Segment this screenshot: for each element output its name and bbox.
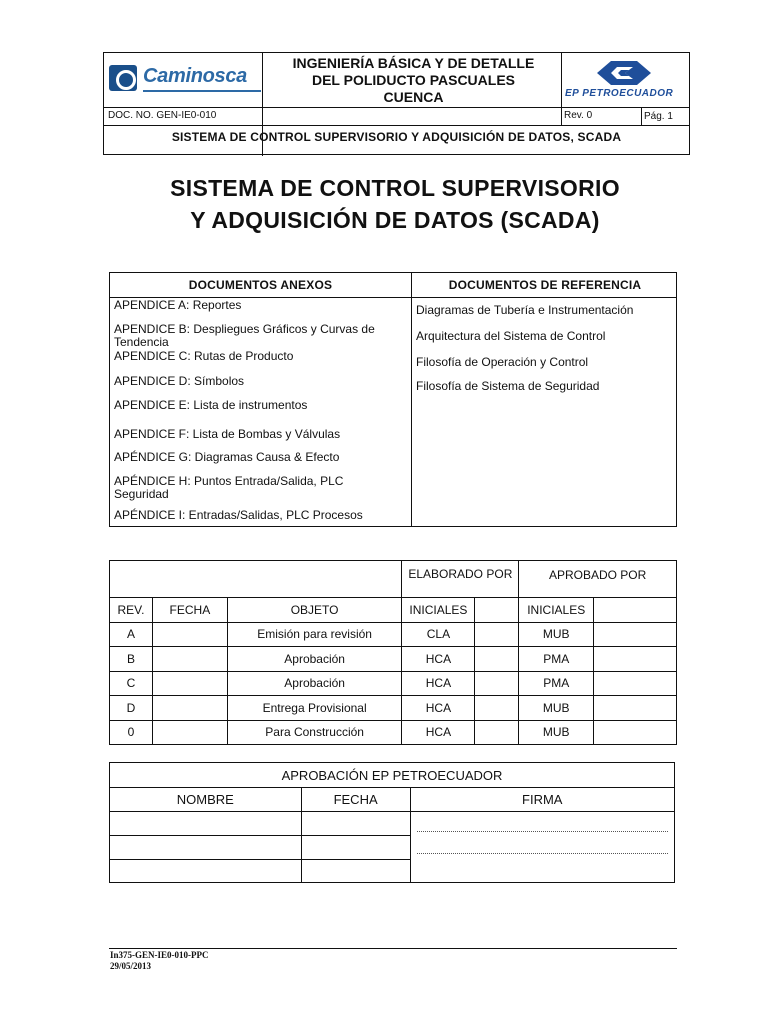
column-header-blank bbox=[475, 598, 519, 623]
caminosca-logo bbox=[107, 63, 261, 95]
annex-item: APENDICE D: Símbolos bbox=[114, 374, 245, 388]
elaborado-initials-cell: CLA bbox=[402, 622, 475, 647]
fecha-cell bbox=[152, 671, 227, 696]
column-header: FECHA bbox=[301, 788, 410, 812]
column-header: INICIALES bbox=[519, 598, 594, 623]
revision-table-blank-cell bbox=[110, 561, 402, 598]
blank-cell bbox=[594, 622, 677, 647]
elaborado-por-header: ELABORADO POR bbox=[402, 561, 519, 598]
approval-title: APROBACIÓN EP PETROECUADOR bbox=[110, 763, 675, 788]
signature-row bbox=[110, 836, 675, 860]
rev-cell: B bbox=[110, 647, 153, 672]
blank-cell bbox=[475, 671, 519, 696]
table-row bbox=[110, 622, 677, 647]
firma-field[interactable] bbox=[410, 836, 674, 860]
table-row bbox=[110, 647, 677, 672]
aprobado-initials-cell: MUB bbox=[519, 720, 594, 745]
aprobado-initials-cell: MUB bbox=[519, 622, 594, 647]
firma-field[interactable] bbox=[410, 812, 674, 836]
fecha-field[interactable] bbox=[301, 836, 410, 860]
fecha-field[interactable] bbox=[301, 812, 410, 836]
annex-item: APENDICE E: Lista de instrumentos bbox=[114, 398, 308, 412]
annex-item: APENDICE F: Lista de Bombas y Válvulas bbox=[114, 427, 341, 441]
page-number: Pág. 1 bbox=[644, 111, 673, 122]
column-header: FECHA bbox=[152, 598, 227, 623]
document-subtitle: SISTEMA DE CONTROL SUPERVISORIO Y ADQUISICIÓN DE DATOS, SCADA bbox=[171, 130, 622, 144]
reference-item: Filosofía de Operación y Control bbox=[416, 355, 589, 369]
reference-item: Filosofía de Sistema de Seguridad bbox=[416, 379, 600, 393]
signature-row bbox=[110, 860, 675, 883]
objeto-cell: Para Construcción bbox=[227, 720, 402, 745]
blank-cell bbox=[594, 647, 677, 672]
blank-cell bbox=[475, 622, 519, 647]
document-header bbox=[103, 52, 690, 155]
objeto-cell: Aprobación bbox=[227, 647, 402, 672]
references-header: DOCUMENTOS DE REFERENCIA bbox=[448, 278, 642, 292]
annex-item: APENDICE B: Despliegues Gráficos y Curvas de Tendencia bbox=[114, 322, 375, 349]
column-header-blank bbox=[594, 598, 677, 623]
page-title bbox=[100, 172, 690, 236]
elaborado-initials-cell: HCA bbox=[402, 696, 475, 721]
aprobado-initials-cell: PMA bbox=[519, 647, 594, 672]
documents-table bbox=[109, 272, 677, 527]
fecha-cell bbox=[152, 647, 227, 672]
reference-item: Diagramas de Tubería e Instrumentación bbox=[416, 303, 634, 317]
approval-table bbox=[109, 762, 675, 883]
fecha-cell bbox=[152, 696, 227, 721]
annex-item: APÉNDICE G: Diagramas Causa & Efecto bbox=[114, 450, 340, 464]
petroecuador-logo-text: EP PETROECUADOR bbox=[565, 88, 674, 99]
objeto-cell: Emisión para revisión bbox=[227, 622, 402, 647]
rev-cell: D bbox=[110, 696, 153, 721]
footer-divider bbox=[109, 948, 677, 949]
elaborado-initials-cell: HCA bbox=[402, 647, 475, 672]
footer-file-code: In375-GEN-IE0-010-PPC bbox=[110, 950, 209, 960]
table-row bbox=[110, 671, 677, 696]
blank-cell bbox=[475, 696, 519, 721]
nombre-field[interactable] bbox=[110, 860, 302, 883]
table-row bbox=[110, 720, 677, 745]
page-title-line: SISTEMA DE CONTROL SUPERVISORIO bbox=[170, 175, 620, 201]
blank-cell bbox=[594, 720, 677, 745]
reference-item: Arquitectura del Sistema de Control bbox=[416, 329, 606, 343]
blank-cell bbox=[475, 720, 519, 745]
project-title bbox=[264, 55, 563, 106]
aprobado-por-header: APROBADO POR bbox=[519, 561, 677, 598]
blank-cell bbox=[475, 647, 519, 672]
page-title-line: Y ADQUISICIÓN DE DATOS (SCADA) bbox=[190, 207, 600, 233]
annexes-header: DOCUMENTOS ANEXOS bbox=[188, 278, 333, 292]
objeto-cell: Aprobación bbox=[227, 671, 402, 696]
rev-cell: A bbox=[110, 622, 153, 647]
nombre-field[interactable] bbox=[110, 812, 302, 836]
signature-row bbox=[110, 812, 675, 836]
project-title-line: DEL POLIDUCTO PASCUALES bbox=[311, 72, 516, 88]
caminosca-emblem-icon bbox=[109, 65, 137, 91]
project-title-line: INGENIERÍA BÁSICA Y DE DETALLE bbox=[292, 55, 535, 71]
revision-label: Rev. 0 bbox=[564, 110, 593, 121]
firma-field[interactable] bbox=[410, 860, 674, 883]
column-header: FIRMA bbox=[410, 788, 674, 812]
column-header: REV. bbox=[110, 598, 153, 623]
petroecuador-logo bbox=[563, 57, 690, 105]
project-title-line: CUENCA bbox=[383, 89, 444, 105]
caminosca-logo-text: Caminosca bbox=[143, 65, 248, 87]
blank-cell bbox=[594, 696, 677, 721]
column-header: OBJETO bbox=[227, 598, 402, 623]
fecha-cell bbox=[152, 720, 227, 745]
column-header: NOMBRE bbox=[110, 788, 302, 812]
aprobado-initials-cell: MUB bbox=[519, 696, 594, 721]
objeto-cell: Entrega Provisional bbox=[227, 696, 402, 721]
annex-item: APÉNDICE I: Entradas/Salidas, PLC Procesos bbox=[114, 508, 363, 522]
fecha-cell bbox=[152, 622, 227, 647]
rev-cell: 0 bbox=[110, 720, 153, 745]
doc-number: DOC. NO. GEN-IE0-010 bbox=[108, 110, 217, 121]
table-row bbox=[110, 696, 677, 721]
elaborado-initials-cell: HCA bbox=[402, 720, 475, 745]
fecha-field[interactable] bbox=[301, 860, 410, 883]
revision-table bbox=[109, 560, 677, 745]
annex-item: APÉNDICE H: Puntos Entrada/Salida, PLC Seguridad bbox=[114, 474, 344, 501]
nombre-field[interactable] bbox=[110, 836, 302, 860]
footer-date: 29/05/2013 bbox=[110, 961, 152, 971]
aprobado-initials-cell: PMA bbox=[519, 671, 594, 696]
column-header: INICIALES bbox=[402, 598, 475, 623]
annex-item: APENDICE A: Reportes bbox=[114, 298, 242, 312]
annex-item: APENDICE C: Rutas de Producto bbox=[114, 349, 294, 363]
petroecuador-emblem-icon bbox=[563, 57, 690, 89]
elaborado-initials-cell: HCA bbox=[402, 671, 475, 696]
blank-cell bbox=[594, 671, 677, 696]
rev-cell: C bbox=[110, 671, 153, 696]
